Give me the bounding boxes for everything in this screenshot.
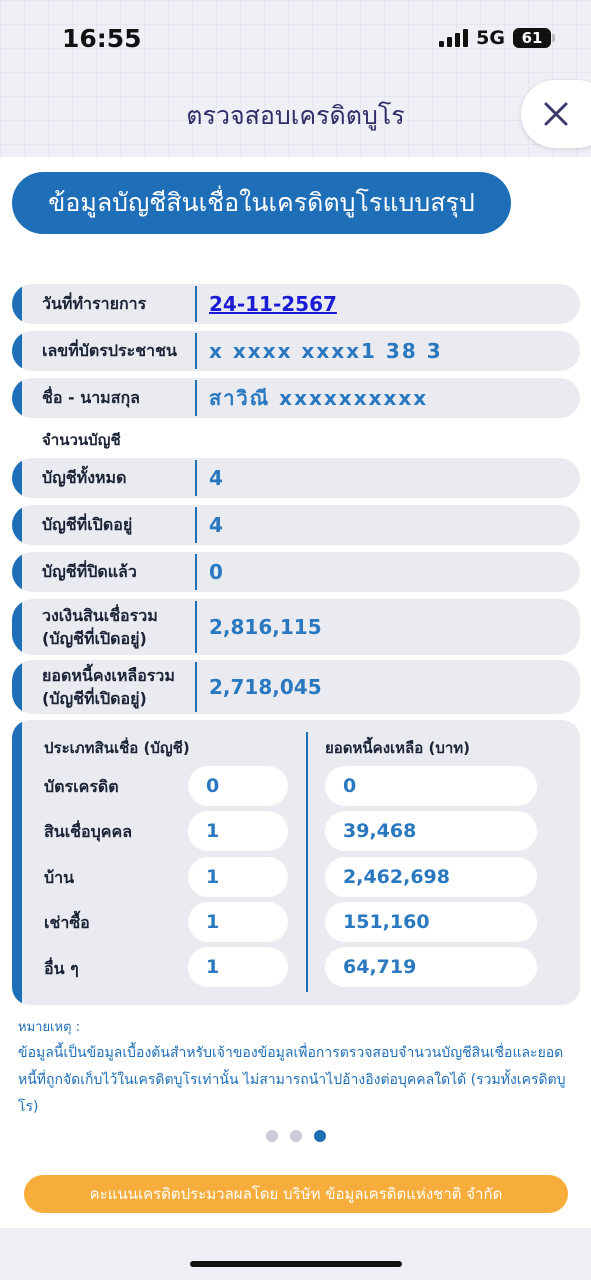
row-open-accounts <box>12 505 580 545</box>
loan-amount: 64,719 <box>325 947 537 987</box>
note-text: ข้อมูลนี้เป็นข้อมูลเบื้องต้นสำหรับเจ้าของข้อมูลเพื่อการตรวจสอบจำนวนบัญชีสินเชื่อและยอดหนี้ที่ถูกจัดเก็บไว้ในเครดิตบูโรเท่านั้น ไม่สามารถนำไปอ้างอิงต่อบุคคลใดได้ (รวมทั้งเครดิตบูโร) <box>18 1045 566 1115</box>
row-label <box>42 660 192 714</box>
full-name-value: สาวิณี xxxxxxxxxx <box>209 386 429 410</box>
loan-type-label: สินเชื่อบุคคล <box>44 822 133 841</box>
row-label: บัญชีที่เปิดอยู่ <box>42 515 133 535</box>
loan-type-header: ประเภทสินเชื่อ (บัญชี) <box>44 739 190 757</box>
row-label: ชื่อ - นามสกุล <box>42 388 140 408</box>
row-transaction-date <box>12 284 580 324</box>
loan-count: 1 <box>188 857 288 897</box>
page-dot[interactable] <box>266 1130 278 1142</box>
signal-icon <box>439 29 468 47</box>
row-label: บัญชีที่ปิดแล้ว <box>42 562 137 582</box>
loan-type-label: เช่าซื้อ <box>44 913 90 932</box>
outstanding-sublabel: (บัญชีที่เปิดอยู่) <box>42 689 147 708</box>
loan-amount: 0 <box>325 766 537 806</box>
page-dot[interactable] <box>290 1130 302 1142</box>
page-title: ตรวจสอบเครดิตบูโร <box>186 101 405 130</box>
open-accounts-value: 4 <box>209 513 223 537</box>
page-dot-active[interactable] <box>314 1130 326 1142</box>
row-total-accounts <box>12 458 580 498</box>
summary-banner: ข้อมูลบัญชีสินเชื่อในเครดิตบูโรแบบสรุป <box>12 172 511 234</box>
row-credit-line <box>12 599 580 655</box>
id-number-value: x xxxx xxxx1 38 3 <box>209 339 443 363</box>
loan-amount: 39,468 <box>325 811 537 851</box>
row-label: บัญชีทั้งหมด <box>42 468 127 488</box>
transaction-date-link[interactable]: 24-11-2567 <box>209 292 337 316</box>
closed-accounts-value: 0 <box>209 560 223 584</box>
status-time: 16:55 <box>62 24 142 53</box>
credit-line-value: 2,816,115 <box>209 615 322 639</box>
bottom-bar <box>0 1228 591 1280</box>
home-indicator[interactable] <box>190 1261 402 1267</box>
close-icon <box>543 101 569 127</box>
loan-type-label: อื่น ๆ <box>44 959 79 978</box>
loan-count: 0 <box>188 766 288 806</box>
row-id-number <box>12 331 580 371</box>
battery-icon: 61 <box>513 28 551 48</box>
page-indicator <box>266 1130 326 1142</box>
row-full-name <box>12 378 580 418</box>
loan-count: 1 <box>188 811 288 851</box>
loan-type-label: บ้าน <box>44 868 75 887</box>
close-button[interactable] <box>521 80 591 148</box>
outstanding-amount-header: ยอดหนี้คงเหลือ (บาท) <box>325 739 471 757</box>
row-label: เลขที่บัตรประชาชน <box>42 341 177 361</box>
row-label: วันที่ทำรายการ <box>42 294 147 314</box>
credit-line-label: วงเงินสินเชื่อรวม <box>42 605 158 625</box>
row-closed-accounts <box>12 552 580 592</box>
network-type: 5G <box>476 27 505 49</box>
section-label-accounts: จำนวนบัญชี <box>42 431 121 449</box>
loan-breakdown-panel <box>12 720 580 1005</box>
credit-score-button[interactable]: คะแนนเครดิตประมวลผลโดย บริษัท ข้อมูลเครดิตแห่งชาติ จำกัด <box>24 1175 568 1213</box>
loan-type-label: บัตรเครดิต <box>44 777 119 796</box>
outstanding-debt-value: 2,718,045 <box>209 675 322 699</box>
loan-amount: 2,462,698 <box>325 857 537 897</box>
total-accounts-value: 4 <box>209 466 223 490</box>
loan-count: 1 <box>188 947 288 987</box>
credit-line-sublabel: (บัญชีที่เปิดอยู่) <box>42 629 147 648</box>
outstanding-label: ยอดหนี้คงเหลือรวม <box>42 665 175 685</box>
row-label <box>42 599 192 655</box>
row-outstanding-debt <box>12 660 580 714</box>
note-title: หมายเหตุ : <box>18 1020 81 1035</box>
status-indicators <box>439 27 551 49</box>
loan-amount: 151,160 <box>325 902 537 942</box>
loan-count: 1 <box>188 902 288 942</box>
